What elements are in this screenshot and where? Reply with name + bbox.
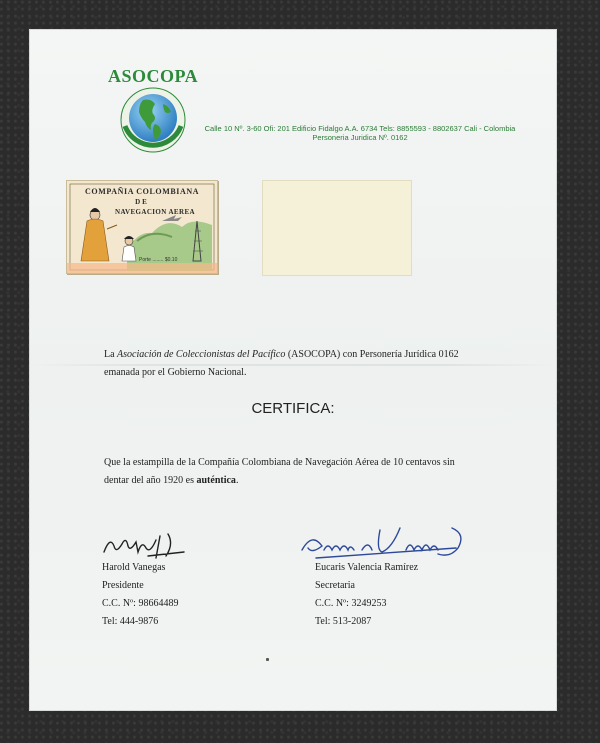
stamp-front <box>66 180 218 274</box>
legal-id-line: Personeria Juridica Nº. 0162 <box>312 133 408 142</box>
signer-left-id: C.C. Nº: 98664489 <box>102 598 179 609</box>
signer-left-tel: Tel: 444-9876 <box>102 616 159 627</box>
signer-right-name: Eucaris Valencia Ramírez <box>315 562 419 573</box>
stamp-title-line1: COMPAÑIA COLOMBIANA <box>85 187 200 196</box>
stamp-title-line3: NAVEGACION AEREA <box>115 208 195 216</box>
signer-right-tel: Tel: 513-2087 <box>315 616 372 627</box>
org-name: Asociación de Coleccionistas del Pacífico <box>117 349 286 360</box>
certification-line2-post: . <box>235 475 239 486</box>
certification-line1: Que la estampilla de la Compañía Colombiana de Navegación Aérea de 10 centavos sin <box>104 457 455 468</box>
globe-icon <box>119 86 187 154</box>
signer-left-role: Presidente <box>102 580 144 591</box>
signer-right-role: Secretaria <box>315 580 355 591</box>
signer-left-name: Harold Vanegas <box>102 562 166 573</box>
intro-paragraph <box>104 346 524 382</box>
certifies-heading: CERTIFICA: <box>251 400 335 417</box>
stamp-title-line2: DE <box>135 198 149 206</box>
address-block <box>190 124 530 142</box>
asocopa-logo <box>108 66 198 166</box>
certification-paragraph <box>104 454 524 490</box>
address-line: Calle 10 Nº. 3-60 Ofi: 201 Edificio Fidalgo A.A. 6734 Tels: 8855593 - 8802637 Cali - Colombia <box>204 124 516 133</box>
paper-speck <box>266 658 269 661</box>
authentic-word: auténtica <box>196 475 236 486</box>
signer-left-block <box>102 559 178 631</box>
stamp-back <box>262 180 412 276</box>
intro-pre: La <box>104 349 118 360</box>
intro-post: (ASOCOPA) con Personería Jurídica 0162 <box>285 349 459 360</box>
signer-right-id: C.C. Nº: 3249253 <box>315 598 387 609</box>
stamp-value: Porte ........ $0.10 <box>139 257 178 263</box>
intro-line2: emanada por el Gobierno Nacional. <box>104 367 247 378</box>
logo-title: ASOCOPA <box>108 66 199 86</box>
certificate-sheet <box>30 30 556 710</box>
signer-right-block <box>315 559 418 631</box>
certification-line2-pre: dentar del año 1920 es <box>104 475 197 486</box>
